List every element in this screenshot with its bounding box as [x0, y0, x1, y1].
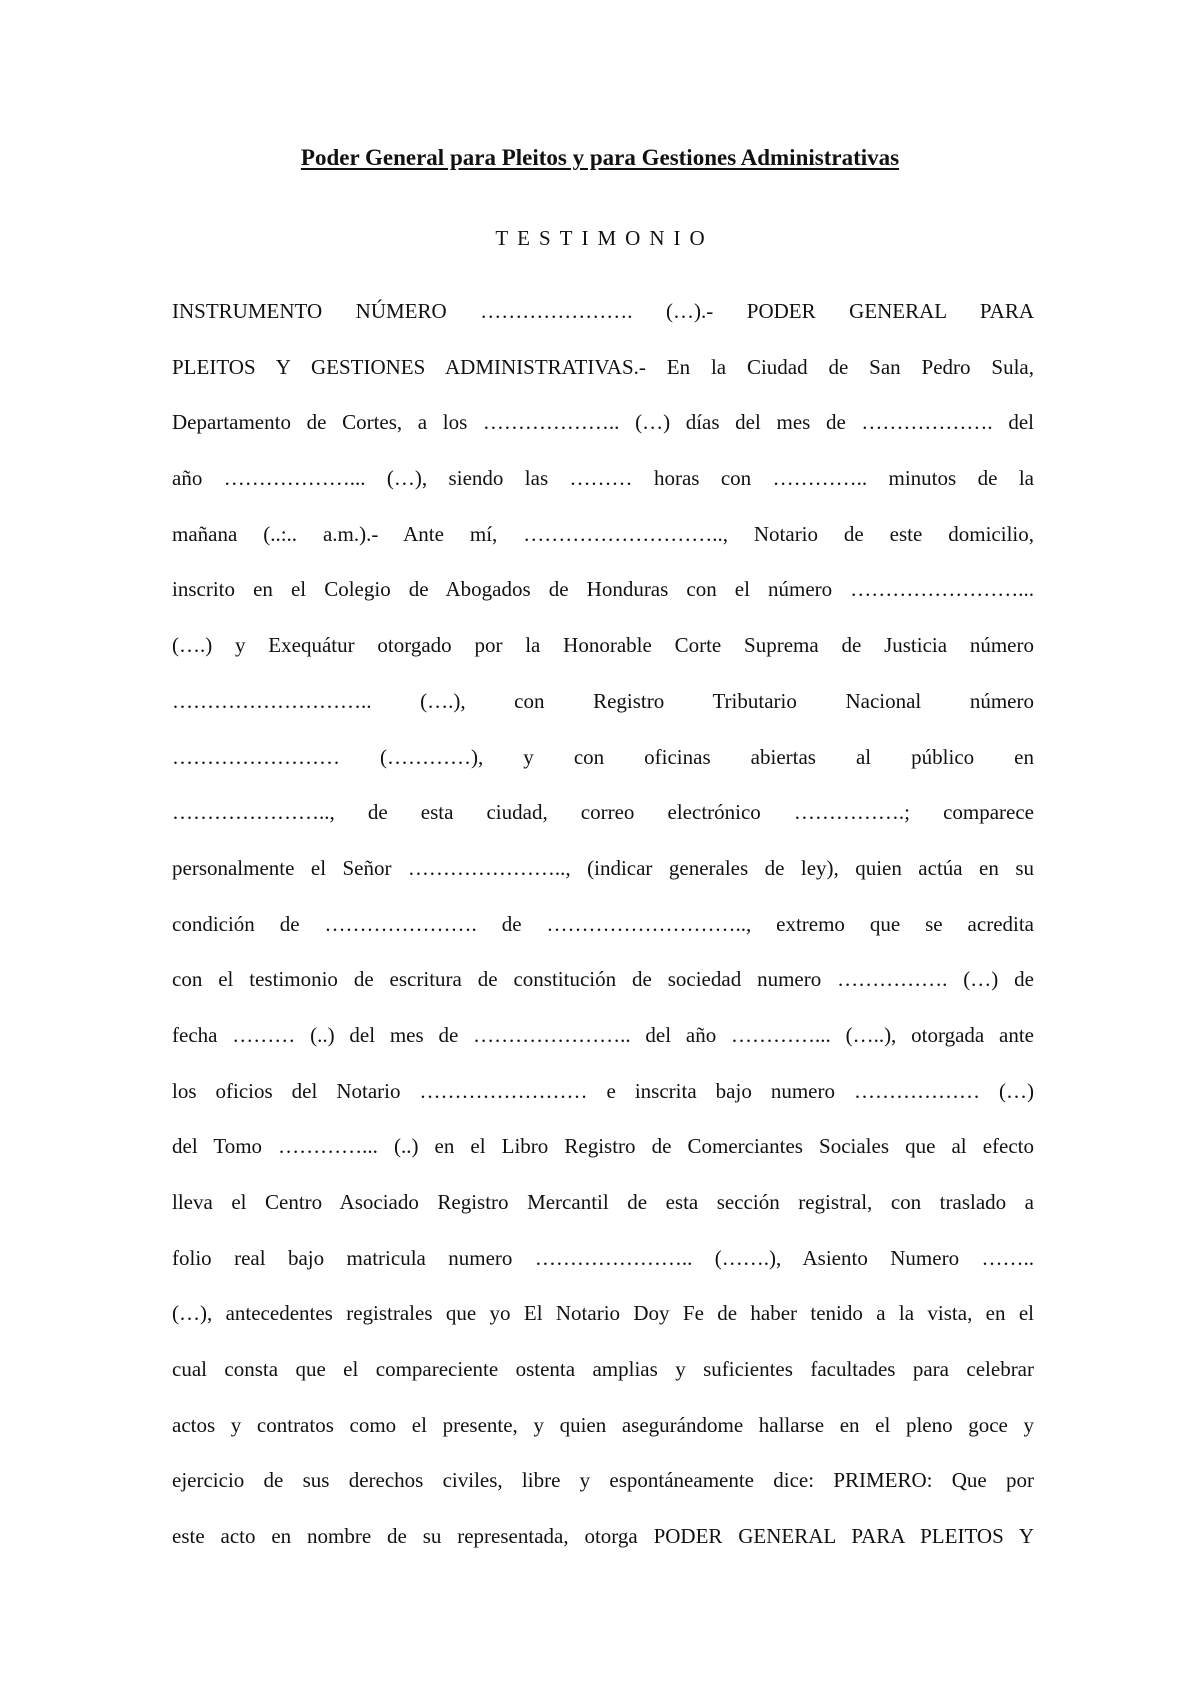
body-line-14: fecha ……… (..) del mes de ………………….. del año …………... (…..), otorgada ante — [172, 1022, 1034, 1047]
body-line-10: ………………….., de esta ciudad, correo electrónico …………….; comparece — [172, 800, 1034, 825]
document-title: Poder General para Pleitos y para Gestiones Administrativas — [300, 145, 900, 170]
document-body — [172, 296, 1034, 1577]
body-line-12: condición de …………………. de ……………………….., extremo que se acredita — [172, 911, 1034, 936]
body-line-6: inscrito en el Colegio de Abogados de Honduras con el número ……………………... — [172, 577, 1034, 602]
body-line-20: cual consta que el compareciente ostenta amplias y suficientes facultades para celebrar — [172, 1357, 1034, 1382]
body-line-17: lleva el Centro Asociado Registro Mercantil de esta sección registral, con traslado a — [172, 1190, 1034, 1214]
body-line-9: …………………… (…………), y con oficinas abiertas al público en — [172, 744, 1034, 769]
body-line-3: Departamento de Cortes, a los ……………….. (…) días del mes de ………………. del — [172, 410, 1034, 435]
body-line-22: ejercicio de sus derechos civiles, libre y espontáneamente dice: PRIMERO: Que por — [172, 1468, 1034, 1493]
body-line-1: INSTRUMENTO NÚMERO …………………. (…).- PODER GENERAL PARA — [172, 299, 1034, 323]
body-line-15: los oficios del Notario …………………… e inscrita bajo numero ……………… (…) — [172, 1078, 1034, 1103]
body-line-21: actos y contratos como el presente, y quien asegurándome hallarse en el pleno goce y — [172, 1412, 1034, 1437]
document-subtitle: TESTIMONIO — [495, 226, 714, 250]
body-line-13: con el testimonio de escritura de constitución de sociedad numero ……………. (…) de — [172, 967, 1034, 992]
body-line-16: del Tomo …………... (..) en el Libro Registro de Comerciantes Sociales que al efecto — [172, 1134, 1034, 1159]
body-line-18: folio real bajo matricula numero ………………….. (…….), Asiento Numero …….. — [172, 1245, 1034, 1270]
body-line-8: ……………………….. (….), con Registro Tributario Nacional número — [172, 688, 1034, 713]
body-line-11: personalmente el Señor ………………….., (indicar generales de ley), quien actúa en su — [172, 855, 1034, 880]
body-line-2: PLEITOS Y GESTIONES ADMINISTRATIVAS.- En la Ciudad de San Pedro Sula, — [172, 354, 1034, 379]
body-line-4: año ………………... (…), siendo las ……… horas con ………….. minutos de la — [172, 466, 1034, 491]
body-line-7: (….) y Exequátur otorgado por la Honorable Corte Suprema de Justicia número — [172, 633, 1034, 658]
body-line-23: este acto en nombre de su representada, otorga PODER GENERAL PARA PLEITOS Y — [172, 1524, 1034, 1549]
body-line-5: mañana (..:.. a.m.).- Ante mí, ……………………….., Notario de este domicilio, — [172, 521, 1034, 546]
body-line-19: (…), antecedentes registrales que yo El Notario Doy Fe de haber tenido a la vista, en el — [172, 1301, 1034, 1326]
